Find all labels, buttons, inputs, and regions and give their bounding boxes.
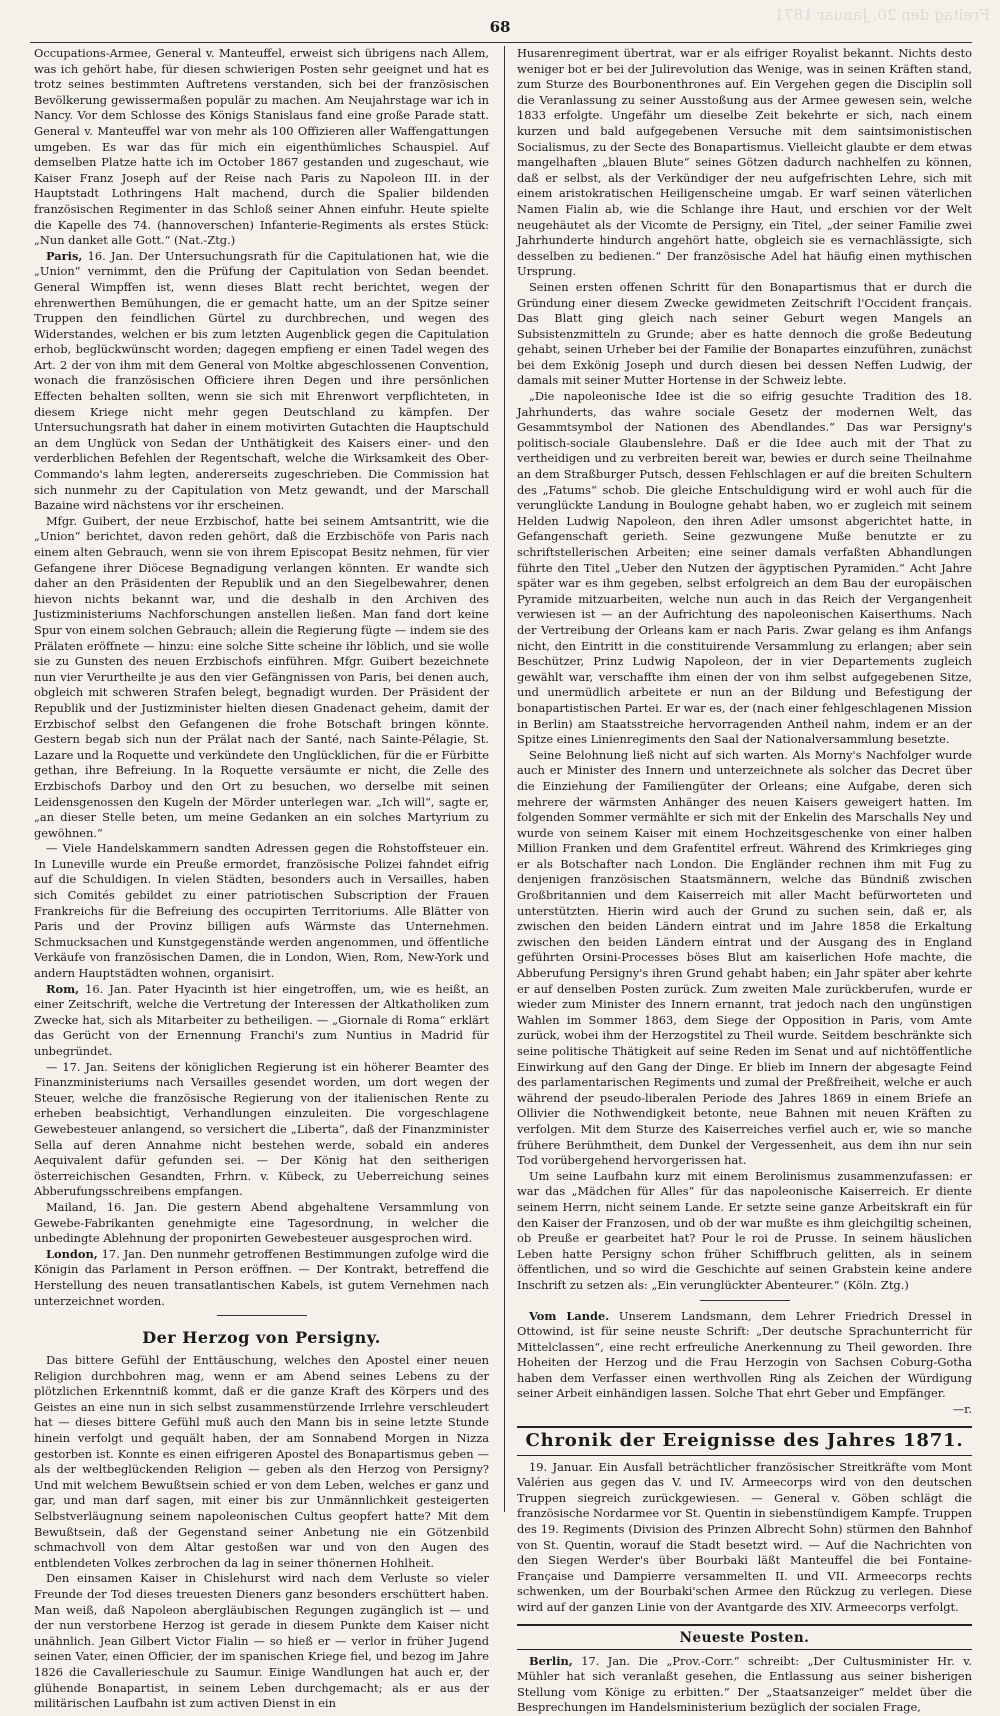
- dateline-berlin: Berlin,: [529, 1653, 573, 1668]
- article-title-persigny: Der Herzog von Persigny.: [142, 1328, 381, 1348]
- article-paragraph-3: Husarenregiment übertrat, war er als eifriger Royalist bekannt. Nichts desto weniger bot er bei der Julirevolution das Wenige, was in seinen Kräften stand, zum Sturze des Bourbonenthrones auf. Ein Vergehen gegen die Disciplin soll die Veranlassung zu seiner Ausstoßung aus der Armee gewesen sein, welche 1833 erfolgte. Ungefähr um dieselbe Zeit bekehrte er sich, nach einem kurzen und bald aufgegebenen Versuche mit dem saintsimonistischen Socialismus, zu der Secte des Bonapartismus. Vielleicht glaubte er dem etwas mangelhaften „blauen Blute“ seines Götzen dadurch nachhelfen zu können, daß er selbst, als der Verkündiger der neu aufgefrischten Lehre, sich mit einem aristokratischen Heiligenscheine umgab. Er warf seinen väterlichen Namen Fialin ab, wie die Schlange ihre Haut, und erschien vor der Welt neugehäutet als der Vicomte de Persigny, ein Titel, „der seiner Familie zwei Jahrhunderte hindurch angehört hatte, obgleich sie es vernachlässigte, sich desselben zu bedienen.“ Der französische Adel hat häufig einen mythischen Ursprung.: [517, 46, 972, 279]
- paragraph-handelskammern: — Viele Handelskammern sandten Adressen gegen die Rohstoffsteuer ein. In Luneville wurde ein Preuße ermordet, französische Polizei fahndet eifrig auf die Schuldigen. In vielen Städten, besonders auch in Versailles, haben sich Comités gebildet zu einer patriotischen Subscription der Frauen Frankreichs für die Befreiung des occupirten Territoriums. Alle Blätter von Paris und der Provinz billigen aufs Wärmste das Unternehmen. Schmucksachen und Kunstgegenstände werden angenommen, und öffentliche Verkäufe von französischen Damen, die in London, Wien, Rom, New-York und andern Hauptstädten wohnen, organisirt.: [34, 841, 489, 981]
- neueste-rule-top: [517, 1624, 972, 1626]
- neueste-rule-bottom: [517, 1649, 972, 1650]
- section-divider-right: [700, 1300, 790, 1301]
- show-through-text: Freitag den 20. Januar 1871: [774, 6, 990, 24]
- article-paragraph-2: Den einsamen Kaiser in Chislehurst wird nach dem Verluste so vieler Freunde der Tod dieses treuesten Dieners ganz besonders erschüttert haben. Man weiß, daß Napoleon abergläubischen Regungen zugänglich ist — und der nun verstorbene Herzog ist gerade in diesem Punkte dem Kaiser nicht unähnlich. Jean Gilbert Victor Fialin — so hieß er — verlor in früher Jugend seinen Vater, einen Officier, der im spanischen Kriege fiel, und bezog im Jahre 1826 die Cavallerieschule zu Saumur. Einige Wandlungen hat auch er, der glühende Bonapartist, in seinem Leben durchgemacht; als er aus der militärischen Laufbahn ist zum activen Dienst in ein: [34, 1571, 489, 1711]
- paragraph-mailand: Mailand, 16. Jan. Die gestern Abend abgehaltene Versammlung von Gewebe-Fabrikanten genehmigte eine Tagesordnung, in welcher die unbedingte Ablehnung der proponirten Gewebesteuer ausgesprochen wird.: [34, 1199, 489, 1246]
- heading-vom-lande: Vom Lande.: [529, 1308, 610, 1323]
- article-paragraph-4: Seinen ersten offenen Schritt für den Bonapartismus that er durch die Gründung einer diesem Zwecke gewidmeten Zeitschrift l'Occident français. Das Blatt ging gleich nach seiner Geburt wegen Mangels an Subsistenzmitteln zu Grunde; aber es hatte dennoch die große Bedeutung gehabt, seinen Urheber bei der Familie der Bonapartes einzuführen, zunächst bei dem Exkönig Joseph und durch diesen bei dessen Neffen Ludwig, der damals mit seiner Mutter Hortense in der Schweiz lebte.: [517, 279, 972, 388]
- column-rule: [504, 46, 505, 1512]
- paragraph-berlin: Berlin, 17. Jan. Die „Prov.-Corr.“ schreibt: „Der Cultusminister Hr. v. Mühler hat sich veranlaßt gesehen, die Entlassung aus seiner bisherigen Stellung vom Könige zu erbitten.“ Der „Staatsanzeiger“ meldet über die Besprechungen im Handelsministerium bezüglich der socialen Frage,: [517, 1653, 972, 1715]
- dateline-london: London,: [46, 1246, 98, 1261]
- section-divider: [217, 1315, 307, 1316]
- chronik-title: Chronik der Ereignisse des Jahres 1871.: [525, 1429, 964, 1451]
- right-column: [517, 46, 973, 1715]
- columns: [34, 46, 974, 1715]
- signature: —r.: [952, 1402, 972, 1417]
- neueste-posten-title: Neueste Posten.: [679, 1629, 810, 1646]
- paragraph-guibert: Mfgr. Guibert, der neue Erzbischof, hatte bei seinem Amtsantritt, wie die „Union“ berichtet, davon reden gehört, daß die Erzbischöfe von Paris nach einem alten Gebrauch, wenn sie von ihrem Episcopat Besitz nehmen, für vier Gefangene ihrer Diöcese Begnadigung verlangen könnten. Er wandte sich daher an den Präsidenten der Republik und an den Siegelbewahrer, denen hievon nichts bekannt war, und die deshalb in den Archiven des Justizministeriums Nachforschungen anstellen ließen. Man fand dort keine Spur von einem solchen Gebrauch; allein die Regierung fügte — indem sie des Prälaten eröffnete — hinzu: eine solche Sitte scheine ihr löblich, und sie wolle sie zu Gunsten des neuen Erzbischofs einführen. Mfgr. Guibert bezeichnete nun vier Verurtheilte je aus den vier Gefängnissen von Paris, bei denen auch, obgleich mit schweren Strafen belegt, begnadigt wurden. Der Präsident der Republik und der Justizminister hielten diesen Gnadenact geheim, damit der Erzbischof selbst den Gefangenen die frohe Botschaft bringen könnte. Gestern begab sich nun der Prälat nach der Santé, nach Sainte-Pélagie, St. Lazare und la Roquette und verkündete den Unglücklichen, für die er Fürbitte gethan, ihre Befreiung. In la Roquette versäumte er nicht, die Zelle des Erzbischofs Darboy und den Ort zu besuchen, wo derselbe mit seinen Leidensgenossen den Kugeln der Mörder unterlegen war. „Ich will“, sagte er, „an dieser Stelle beten, um meine Gedanken an ein solches Martyrium zu gewöhnen.“: [34, 513, 489, 840]
- chronik-paragraph: 19. Januar. Ein Ausfall beträchtlicher französischer Streitkräfte vom Mont Valérien aus gegen das V. und IV. Armeecorps wird von den deutschen Truppen siegreich zurückgewiesen. — General v. Göben schlägt die französische Nordarmee vor St. Quentin in siebenstündigem Kampfe. Truppen des 19. Regiments (Division des Prinzen Albrecht Sohn) stürmen den Bahnhof von St. Quentin, worauf die Stadt besetzt wird. — Auf die Nachrichten von den Siegen Werder's über Bourbaki läßt Manteuffel die bei Fontaine-Française und Dampierre versammelten II. und VII. Armeecorps rechts schwenken, um der Bourbaki'schen Armee den Rückzug zu verlegen. Diese wird auf der ganzen Linie von der Avantgarde des XIV. Armeecorps verfolgt.: [517, 1459, 972, 1614]
- article-paragraph-1: Das bittere Gefühl der Enttäuschung, welches den Apostel einer neuen Religion durchbohren mag, wenn er am Abend seines Lebens zu der plötzlichen Erkenntniß kommt, daß er die ganze Kraft des Körpers und des Geistes an eine nun in sich selbst zusammenstürzende Irrlehre verschleudert hat — dieses bittere Gefühl muß auch den Mann bis in seine letzte Stunde hinein verfolgt und gequält haben, der am Sonnabend Morgen in Nizza gestorben ist. Konnte es einen eifrigeren Apostel des Bonapartismus geben — als der weltbeglückenden Religion — geben als den Herzog von Persigny? Und mit welchem Bewußtsein schied er von dem Leben, welches er ganz und gar, und man darf sagen, mit einer bis zur Unmännlichkeit gesteigerten Selbstverläugnung seinem napoleonischen Cultus geopfert hatte? Mit dem Bewußtsein, daß der Gegenstand seiner Anbetung nie ein Götzenbild schmachvoll von dem Altar gestoßen war und von den Augen des entblendeten Volkes zerbrochen da lag in seiner thönernen Hohlheit.: [34, 1353, 489, 1570]
- article-paragraph-7: Um seine Laufbahn kurz mit einem Berolinismus zusammenzufassen: er war das „Mädchen für Alles“ für das napoleonische Kaiserreich. Er diente seinem Herrn, nicht seinem Lande. Er setzte seine ganze Arbeitskraft ein für den Kaiser der Franzosen, und ob der war mußte es ihm gleichgiltig scheinen, ob Preuße er gearbeitet hat? Pour le roi de Prusse. In seinem häuslichen Leben hatte Persigny schon früher Schiffbruch gelitten, als in seinem öffentlichen, und so wird die Geschichte auf seinen Grabstein keine andere Inschrift zu setzen als: „Ein verunglückter Abenteurer.“ (Köln. Ztg.): [517, 1168, 972, 1292]
- paragraph-rom-17: — 17. Jan. Seitens der königlichen Regierung ist ein höherer Beamter des Finanzministeriums nach Versailles gesendet worden, um dort wegen der Steuer, welche die französische Regierung von der italienischen Rente zu erheben beabsichtigt, Verhandlungen einzuleiten. Die vorgeschlagene Gewebesteuer anlangend, so versichert die „Liberta“, daß der Finanzminister Sella auf deren Annahme nicht bestehen werde, sobald ein anderes Aequivalent dafür gefunden sei. — Der König hat den seitherigen österreichischen Gesandten, Frhrn. v. Kübeck, zu Ueberreichung seines Abberufungsschreibens empfangen.: [34, 1059, 489, 1199]
- chronik-rule-top: [517, 1426, 972, 1428]
- chronik-rule-bottom: [517, 1455, 972, 1456]
- dateline-paris: Paris,: [46, 248, 83, 263]
- paragraph-vom-lande: Vom Lande. Unserem Landsmann, dem Lehrer Friedrich Dressel in Ottowind, ist für seine neuste Schrift: „Der deutsche Sprachunterricht für Mittelclassen“, eine recht erfreuliche Anerkennung zu Theil geworden. Ihre Hoheiten der Herzog und die Frau Herzogin von Sachsen Coburg-Gotha haben dem Verfasser einen werthvollen Ring als Zeichen der Würdigung seiner Arbeit einhändigen lassen. Solche That ehrt Geber und Empfänger.: [517, 1308, 973, 1401]
- dateline-rom: Rom,: [46, 981, 80, 996]
- paragraph-paris: Paris, 16. Jan. Der Untersuchungsrath für die Capitulationen hat, wie die „Union“ vernimmt, den die Prüfung der Capitulation von Sedan beendet. General Wimpffen ist, wenn dieses Blatt recht berichtet, wegen der ehrenwerthen Bemühungen, die er gemacht hatte, um an der Spitze seiner Truppen den feindlichen Gürtel zu durchbrechen, und wegen des Widerstandes, welchen er bis zum letzten Augenblick gegen die Capitulation erhob, beglückwünscht worden; dagegen empfieng er einen Tadel wegen des Art. 2 der von ihm mit dem General von Moltke abgeschlossenen Convention, wonach die französischen Officiere ihren Degen und ihre persönlichen Effecten behalten sollten, wenn sie sich mit Ehrenwort verpflichteten, in diesem Kriege nicht mehr gegen Deutschland zu kämpfen. Der Untersuchungsrath hat daher in einem motivirten Gutachten die Hauptschuld an dem Unglück von Sedan der Unthätigkeit des Kaisers einer- und den verderblichen Befehlen der Regentschaft, welche die Wirksamkeit des Ober-Commando's lahm legten, andererseits zugeschrieben. Die Commission hat sich nunmehr zu der Capitulation von Metz gewandt, und der Marschall Bazaine wird nächstens vor ihr erscheinen.: [34, 248, 489, 513]
- page-number: 68: [489, 18, 511, 36]
- header-rule: [30, 42, 972, 43]
- article-paragraph-5: „Die napoleonische Idee ist die so eifrig gesuchte Tradition des 18. Jahrhunderts, das wahre sociale Gesetz der modernen Welt, das Gesammtsymbol der Nationen des Abendlandes.“ Das war Persigny's politisch-sociale Glaubenslehre. Daß er die Idee auch mit der That zu vertheidigen und zu verbreiten bereit war, bewies er durch seine Theilnahme an dem Straßburger Putsch, dessen Fehlschlagen er auf die breiten Schultern des „Fatums“ schob. Die gleiche Entschuldigung wird er wohl auch für die verunglückte Landung in Boulogne gehabt haben, wo er zugleich mit seinem Helden Ludwig Napoleon, den ihren Adler umsonst abgerichtet hatte, in Gefangenschaft gerieth. Seine gezwungene Muße benutzte er zu schriftstellerischen Arbeiten; eine seiner damals verfaßten Abhandlungen führte den Titel „Ueber den Nutzen der ägyptischen Pyramiden.“ Acht Jahre später war es ihm gegeben, selbst erfolgreich an dem Bau der europäischen Pyramide mitzuarbeiten, welche nun auch in das Reich der Vergangenheit verwiesen ist — an der Aufrichtung des napoleonischen Kaiserthums. Nach der Vertreibung der Orleans kam er nach Paris. Zwar gelang es ihm Anfangs nicht, den Eintritt in die constituirende Versammlung zu erlangen; aber sein Beschützer, Prinz Ludwig Napoleon, der in vier Departements zugleich gewählt war, verschaffte ihm einen der von ihm selbst aufgegebenen Sitze, und unermüdlich arbeitete er nun an der Bildung und Befestigung der bonapartistischen Partei. Er war es, der (nach einer fehlgeschlagenen Mission in Berlin) am Staatsstreiche hervorragenden Antheil nahm, indem er an der Spitze eines Linienregiments den Saal der Nationalversammlung besetzte.: [517, 389, 972, 747]
- article-paragraph-6: Seine Belohnung ließ nicht auf sich warten. Als Morny's Nachfolger wurde auch er Minister des Innern und unterzeichnete als solcher das Decret über die Einziehung der Familiengüter der Orleans; eine Aufgabe, deren sich mehrere der wärmsten Anhänger des neuen Kaisers geweigert hatten. Im folgenden Sommer vermählte er sich mit der Enkelin des Marschalls Ney und wurde von seinem Kaiser mit einem Hochzeitsgeschenke von einer halben Million Franken und dem Grafentitel erfreut. Während des Krimkrieges ging er als Botschafter nach London. Die Engländer rechnen ihm mit Fug zu denjenigen französischen Staatsmännern, welche das Bündniß zwischen Großbritannien und dem Kaiserreich mit aller Macht befürworteten und unterstützten. Hierin wird auch der Grund zu suchen sein, daß er, als zwischen den beiden Ländern eintrat und im Jahre 1858 die Erkaltung zwischen den beiden Ländern eintrat und der Ausgang des in England geführten Orsini-Processes böses Blut am kaiserlichen Hofe machte, die Abberufung Persigny's ihren Grund gehabt haben; ein Jahr später aber kehrte er auf denselben Posten zurück. Zum zweiten Male zurückberufen, wurde er wieder zum Minister des Innern ernannt, trat jedoch nach den ungünstigen Wahlen im Sommer 1863, dem Siege der Opposition in Paris, vom Amte zurück, wobei ihm der Herzogstitel zu Theil wurde. Seitdem beschränkte sich seine politische Thätigkeit auf seine Reden im Senat und auf nichtöffentliche Einwirkung auf den Gang der Dinge. Er blieb im Innern der abgesagte Feind des parlamentarischen Regiments und zumal der Preßfreiheit, welche er auch während der pseudo-liberalen Periode des Jahres 1869 in einem Briefe an Ollivier die Nothwendigkeit betonte, neue Bahnen mit neuen Kräften zu verfolgen. Mit dem Sturze des Kaiserreiches verfiel auch er, wie so manche frühere Berühmtheit, dem Dunkel der Vergessenheit, aus dem ihn nur sein Tod vorübergehend hervorgerissen hat.: [517, 747, 972, 1168]
- paragraph-london: London, 17. Jan. Den nunmehr getroffenen Bestimmungen zufolge wird die Königin das Parlament in Person eröffnen. — Der Kontrakt, betreffend die Herstellung des neuen transatlantischen Kabels, ist gutem Vernehmen nach unterzeichnet worden.: [34, 1246, 489, 1308]
- paragraph-rom: Rom, 16. Jan. Pater Hyacinth ist hier eingetroffen, um, wie es heißt, an einer Zeitschrift, welche die Vertretung der Interessen der Altkatholiken zum Zwecke hat, sich als Mitarbeiter zu betheiligen. — „Giornale di Roma“ erklärt das Gerücht von der Ernennung Franchi's zum Nuntius in Madrid für unbegründet.: [34, 981, 489, 1058]
- paragraph-occupation: Occupations-Armee, General v. Manteuffel, erweist sich übrigens nach Allem, was ich gehört habe, für diesen schwierigen Posten sehr geeignet und hat es trotz seines bestimmten Auftretens verstanden, sich bei der französischen Bevölkerung gewissermaßen populär zu machen. Am Neujahrstage war ich in Nancy. Vor dem Schlosse des Königs Stanislaus fand eine große Parade statt. General v. Manteuffel war von mehr als 100 Offizieren aller Waffengattungen umgeben. Es war das für mich ein eigenthümliches Schauspiel. Auf demselben Platze hatte ich im October 1867 gestanden und zugeschaut, wie Kaiser Franz Joseph auf der Reise nach Paris zu Napoleon III. in der Hauptstadt Lothringens Halt machend, durch die Spalier bildenden französischen Regimenter in das Schloß seiner Ahnen einfuhr. Heute spielte die Kapelle des 74. (hannoverschen) Infanterie-Regiments als erstes Stück: „Nun danket alle Gott.“ (Nat.-Ztg.): [34, 46, 489, 248]
- left-column: [34, 46, 489, 1711]
